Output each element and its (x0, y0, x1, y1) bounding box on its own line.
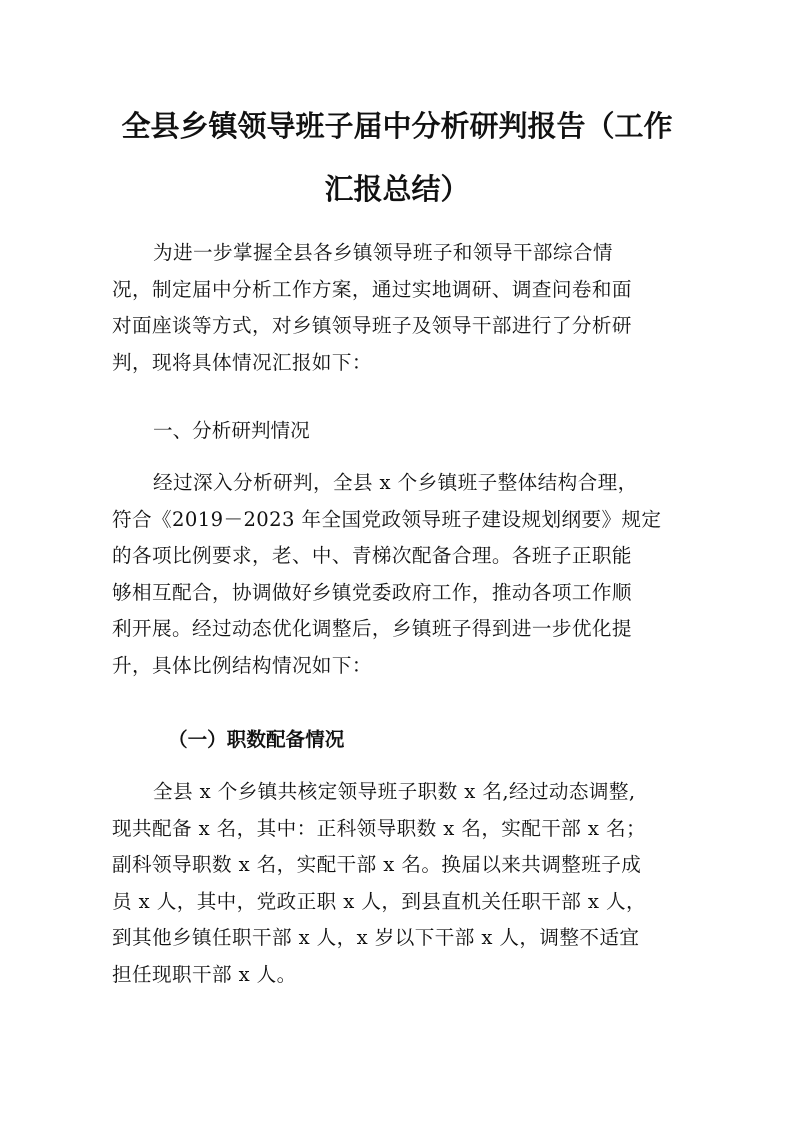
intro-line-3: 对面座谈等方式，对乡镇领导班子及领导干部进行了分析研 (112, 314, 632, 337)
section-1-line-1: 经过深入分析研判，全县 x 个乡镇班子整体结构合理， (153, 471, 638, 494)
subsection-1-line-5: 到其他乡镇任职干部 x 人，x 岁以下干部 x 人，调整不适宜 (112, 926, 640, 949)
section-1-line-3: 的各项比例要求，老、中、青梯次配备合理。各班子正职能 (112, 544, 632, 567)
subsection-1-line-4: 员 x 人，其中，党政正职 x 人，到县直机关任职干部 x 人， (112, 889, 646, 913)
intro-line-1: 为进一步掌握全县各乡镇领导班子和领导干部综合情 (153, 241, 613, 264)
section-1-line-4: 够相互配合，协调做好乡镇党委政府工作，推动各项工作顺 (112, 580, 632, 604)
document-title-line-2: 汇报总结） (324, 172, 470, 206)
intro-line-4: 判，现将具体情况汇报如下： (112, 350, 372, 374)
section-1-line-5: 利开展。经过动态优化调整后，乡镇班子得到进一步优化提 (112, 617, 632, 640)
subsection-1-paragraph (112, 774, 682, 993)
section-1-heading: 一、分析研判情况 (153, 419, 310, 442)
document-title-line-1: 全县乡镇领导班子届中分析研判报告（工作 (121, 109, 673, 143)
intro-line-2: 况，制定届中分析工作方案，通过实地调研、调查问卷和面 (112, 277, 632, 301)
subsection-1-line-2: 现共配备 x 名，其中：正科领导职数 x 名，实配干部 x 名； (112, 816, 646, 840)
section-1-line-2: 符合《2019－2023 年全国党政领导班子建设规划纲要》规定 (112, 507, 662, 531)
subsection-1-line-6: 担任现职干部 x 人。 (112, 962, 297, 986)
subsection-1-line-1: 全县 x 个乡镇共核定领导班子职数 x 名,经过动态调整, (153, 780, 636, 803)
subsection-1-line-3: 副科领导职数 x 名，实配干部 x 名。换届以来共调整班子成 (112, 853, 642, 876)
section-1-paragraph (112, 465, 682, 684)
section-1-line-6: 升，具体比例结构情况如下： (112, 653, 372, 677)
intro-paragraph (112, 235, 682, 381)
subsection-1-heading: （一）职数配备情况 (168, 728, 345, 751)
